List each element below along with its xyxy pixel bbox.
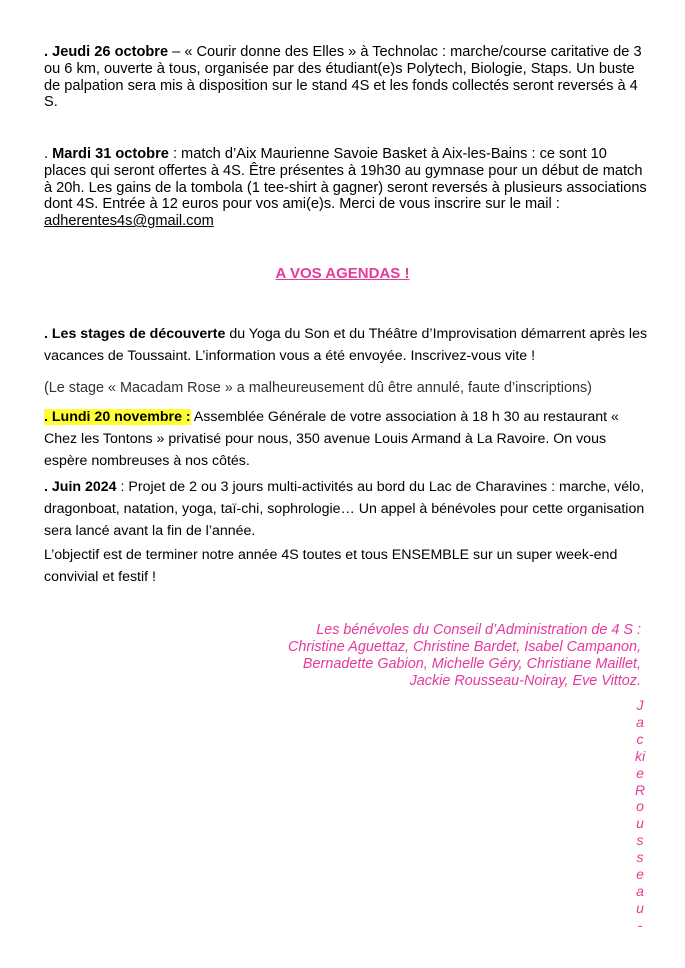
- item-lundi: [44, 406, 649, 472]
- item-stages: [44, 323, 649, 367]
- signature-line: Christine Aguettaz, Christine Bardet, Isabel Campanon,: [287, 639, 641, 655]
- item-lundi-lead: . Lundi 20 novembre :: [44, 409, 191, 425]
- item-stages-lead: . Les stages de découverte: [44, 326, 226, 342]
- item-objectif: L’objectif est de terminer notre année 4S toutes et tous ENSEMBLE sur un super week-end convivial et festif !: [44, 547, 618, 585]
- signature-line: Jackie Rousseau-Noiray, Eve Vittoz.: [409, 673, 641, 689]
- item-jeudi-bullet: .: [44, 44, 53, 60]
- signature-line: Bernadette Gabion, Michelle Géry, Christiane Maillet,: [302, 656, 641, 672]
- agendas-title: A VOS AGENDAS !: [275, 265, 410, 282]
- item-mardi-text: : match d’Aix Maurienne Savoie Basket à Aix-les-Bains : ce sont 10 places qui seront offertes à 4S. Être présentes à 19h30 au gymnase pour un début de match à 20h. Les gains de la tombola (1 tee-shirt à gagner) seront reversés à plusieurs associations dont 4S. Entrée à 12 euros pour vos ami(e)s. Merci de vous inscrire sur le mail :: [44, 146, 647, 213]
- item-jeudi: [44, 44, 649, 111]
- vertical-signature-text: Jackie Rousseau-: [634, 697, 646, 933]
- signature-line: Les bénévoles du Conseil d’Administration de 4 S :: [316, 622, 641, 638]
- item-juin-lead: . Juin 2024: [44, 479, 117, 495]
- item-juin-text: : Projet de 2 ou 3 jours multi-activités au bord du Lac de Charavines : marche, vélo, dragonboat, natation, yoga, taï-chi, sophrologie… Un appel à bénévoles pour cette organisation sera lancé avant la fin de l’année.: [44, 479, 645, 539]
- item-jeudi-date: Jeudi 26 octobre: [52, 44, 169, 60]
- email-link[interactable]: adherentes4s@gmail.com: [44, 213, 214, 230]
- signature-block: [221, 622, 641, 690]
- macadam-note: (Le stage « Macadam Rose » a malheureusement dû être annulé, faute d’inscriptions): [44, 380, 592, 396]
- item-mardi: [44, 146, 649, 230]
- item-mardi-date: Mardi 31 octobre: [52, 146, 169, 162]
- item-mardi-bullet: .: [44, 146, 53, 162]
- item-stages-text: du Yoga du Son et du Théâtre d’Improvisation démarrent après les vacances de Toussaint. L’information vous a été envoyée. Inscrivez-vous vite !: [44, 326, 648, 364]
- item-lundi-text: Assemblée Générale de votre association à 18 h 30 au restaurant « Chez les Tontons » privatisé pour nous, 350 avenue Louis Armand à La Ravoire. On vous espère nombreuses à nos côtés.: [44, 409, 619, 469]
- item-jeudi-text: – « Courir donne des Elles » à Technolac : marche/course caritative de 3 ou 6 km, ouverte à tous, organisée par des étudiant(e)s Polytech, Biologie, Staps. Un buste de palpation sera mis à disposition sur le stand 4S et les fonds collectés seront reversés à 4 S.: [44, 44, 642, 111]
- item-juin: [44, 476, 649, 542]
